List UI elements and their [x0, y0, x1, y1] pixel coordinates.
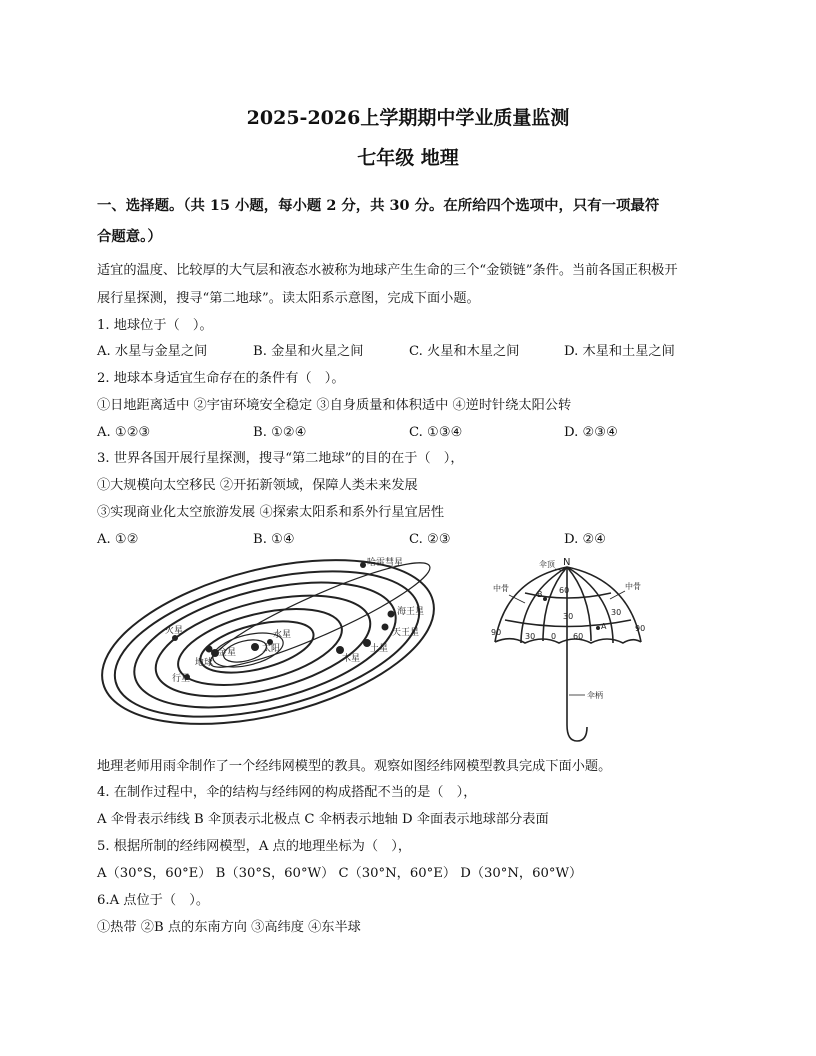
q2-option-a: A. ①②③: [97, 425, 151, 440]
q2-option-c: C. ①③④: [409, 425, 463, 440]
intro2: 地理老师用雨伞制作了一个经纬网模型的教具。观察如图经纬网模型教具完成下面小题。: [97, 759, 612, 774]
umbrella-figure: [485, 555, 655, 750]
umbrella-label-30a: 30: [563, 612, 574, 621]
q4-stem: 4. 在制作过程中，伞的结构与经纬网的构成搭配不当的是（ ），: [97, 785, 477, 800]
umbrella-hook: [567, 725, 587, 741]
umbrella-label-90b: 90: [635, 624, 646, 633]
q2-option-d: D. ②③④: [564, 425, 618, 440]
orbit-5: [100, 555, 434, 725]
label-uranus: 天王星: [392, 628, 420, 638]
meridian-e1: [567, 567, 591, 641]
earth-dot: [206, 646, 213, 653]
q5-options: A（30°S，60°E） B（30°S，60°W） C（30°N，60°E） D（30°N，60°W）: [97, 866, 583, 881]
umbrella-label-rib: 中骨: [493, 584, 509, 593]
umbrella-label-60b: 60: [573, 632, 584, 641]
q1-option-b: B. 金星和火星之间: [253, 344, 364, 359]
umbrella-label-90: 90: [491, 628, 502, 637]
q3-items-1: ①大规模向太空移民 ②开拓新领域，保障人类未来发展: [97, 478, 418, 493]
label-earth: 地球: [195, 658, 214, 668]
umbrella-label-60: 60: [559, 586, 570, 595]
umbrella-label-0: 0: [551, 632, 557, 641]
q6-stem: 6.A 点位于（ ）。: [97, 893, 210, 908]
section-heading-line1: 一、选择题。（共 15 小题，每小题 2 分，共 30 分。在所给四个选项中，只有一项最符: [97, 197, 660, 214]
umbrella-label-30c: 30: [611, 608, 622, 617]
q6-items: ①热带 ②B 点的东南方向 ③高纬度 ④东半球: [97, 920, 361, 935]
point-a-dot: [596, 626, 600, 630]
umbrella-rim: [495, 639, 641, 643]
q1-stem: 1. 地球位于（ ）。: [97, 318, 213, 333]
point-b-dot: [543, 597, 547, 601]
q2-stem: 2. 地球本身适宜生命存在的条件有（ ）。: [97, 371, 345, 386]
solar-system-figure: [95, 555, 440, 725]
umbrella-label-30b: 30: [525, 632, 536, 641]
q4-options: A 伞骨表示纬线 B 伞顶表示北极点 C 伞柄表示地轴 D 伞面表示地球部分表面: [97, 812, 549, 827]
q1-option-a: A. 水星与金星之间: [97, 344, 208, 359]
umbrella-label-top: 伞顶: [539, 560, 555, 569]
q5-stem: 5. 根据所制的经纬网模型，A 点的地理坐标为（ ），: [97, 839, 412, 854]
jupiter-dot: [336, 646, 344, 654]
label-saturn: 土星: [370, 644, 389, 654]
q3-stem: 3. 世界各国开展行星探测，搜寻“第二地球”的目的在于（ ），: [97, 451, 464, 466]
q2-option-b: B. ①②④: [253, 425, 307, 440]
umbrella-label-north: N: [563, 557, 571, 568]
page-subtitle: 七年级 地理: [357, 147, 459, 169]
q3-option-b: B. ①④: [253, 532, 295, 547]
label-jupiter: 木星: [342, 654, 361, 664]
q3-items-2: ③实现商业化太空旅游发展 ④探索太阳系和系外行星宜居性: [97, 505, 445, 520]
label-mars: 火星: [165, 626, 184, 636]
uranus-dot: [382, 624, 389, 631]
q3-option-a: A. ①②: [97, 532, 139, 547]
q2-items: ①日地距离适中 ②宇宙环境安全稳定 ③自身质量和体积适中 ④逆时针绕太阳公转: [97, 398, 572, 413]
umbrella-label-handle: 伞柄: [587, 691, 603, 700]
label-sun: 太阳: [262, 644, 281, 654]
umbrella-canopy: [495, 567, 641, 642]
label-mercury: 水星: [273, 630, 292, 640]
label-venus: 金星: [218, 648, 237, 658]
section-heading-line2: 合题意。）: [97, 228, 162, 245]
label-neptune: 海王星: [397, 607, 425, 617]
intro-line1: 适宜的温度、比较厚的大气层和液态水被称为地球产生生命的三个“金锁链”条件。当前各国正积极开: [97, 263, 678, 278]
comet-head: [360, 562, 366, 568]
q1-option-c: C. 火星和木星之间: [409, 344, 520, 359]
umbrella-label-a: A: [601, 622, 607, 631]
umbrella-label-rib2: 中骨: [625, 582, 641, 591]
umbrella-label-b: B: [537, 590, 543, 599]
label-comet: 哈雷彗星: [367, 558, 404, 568]
intro-line2: 展行星探测，搜寻“第二地球”。读太阳系示意图，完成下面小题。: [97, 291, 480, 306]
q1-option-d: D. 木星和土星之间: [564, 344, 675, 359]
sun-icon: [251, 643, 259, 651]
q3-option-d: D. ②④: [564, 532, 607, 547]
q3-option-c: C. ②③: [409, 532, 451, 547]
page-title: 2025-2026上学期期中学业质量监测: [246, 107, 570, 129]
neptune-dot: [388, 611, 395, 618]
label-planet: 行星: [172, 674, 191, 684]
